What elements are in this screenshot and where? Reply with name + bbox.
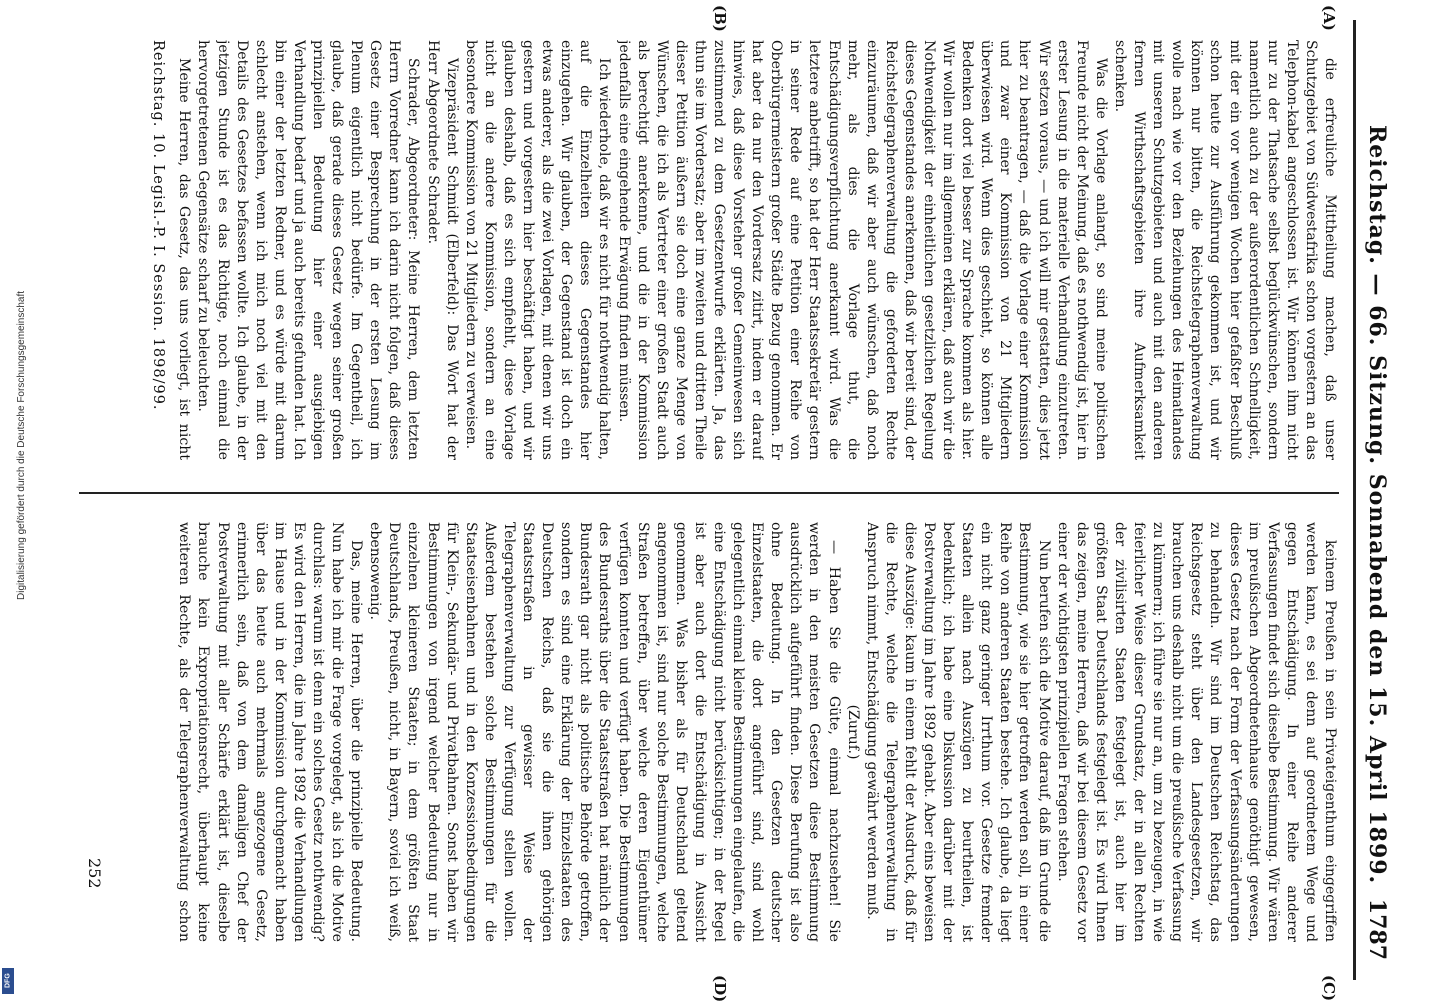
speaker-paragraph: Vizepräsident Schmidt (Elberfeld): Das Wort hat der Herr Abgeordnete Schrader.	[424, 40, 460, 460]
column-divider	[79, 492, 1339, 494]
signature-mark: 252	[85, 858, 104, 889]
paragraph: Das, meine Herren, über die prinzipielle Bedeutung. Nun habe ich mir die Frage vorgelegt, als ich die Motive durchlas: warum ist denn ein solches Gesetz nothwendig? Es wird den Herren, die im Jahre 1892 die Verhandlungen im Hause und in der Kommission durchgemacht haben über das heute auch mehrmals angezogene Gesetz, erinnerlich sein, daß von dem damaligen Chef der Postverwaltung mit aller Schärfe erklärt ist, dieselbe brauche kein Expropriationsrecht, überhaupt keine weiteren Rechte, als der Telegraphenverwaltung schon	[176, 522, 365, 942]
dfg-logo: DFG	[2, 968, 14, 994]
paragraph: Ich wiederhole, daß wir es nicht für nothwendig halten, auf die Einzelheiten dieses Gegenstandes hier einzugehen. Wir glauben, der Gegenstand ist doch ein etwas anderer, als die zwei Vorlagen, mit denen wir uns gestern und vorgestern hier beschäftigt haben, und wir glauben deshalb, daß es sich empfiehlt, diese Vorlage nicht an die andere Kommission, sondern an eine besondere Kommission von 21 Mitgliedern zu verweisen.	[462, 40, 613, 460]
margin-mark-d: (D)	[711, 975, 729, 1002]
page-number: 1787	[1364, 898, 1390, 960]
margin-mark-a: (A)	[1320, 5, 1338, 31]
running-head-title: Reichstag. — 66. Sitzung. Sonnabend den 15. April 1899.	[1364, 125, 1390, 885]
digitization-credit: Digitalisierung gefördert durch die Deutsche Forschungsgemeinschaft	[16, 290, 27, 600]
speaker-paragraph: Schrader, Abgeordneter: Meine Herren, dem letzten Herrn Vorredner kann ich darin nicht folgen, daß dieses Gesetz einer Besprechung in der ersten Lesung im Plenum eigentlich nicht bedürfe. Im Gegentheil, ich glaube, daß gerade dieses Gesetz wegen seiner großen prinzipiellen Bedeutung hier einer ausgiebigen Verhandlung bedarf und ja auch bereits gefunden hat. Ich bin einer der letzten Redner, und es würde mit darum schlecht anstehen, wenn ich mich noch viel mit den Details des Gesetzes befassen wollte. Ich glaube, in der jetzigen Stunde ist es das Richtige, noch einmal die hervorgetretenen Gegensätze scharf zu beleuchten.	[195, 40, 422, 460]
margin-mark-b: (B)	[711, 5, 729, 32]
footer-citation: Reichstag. 10. Legisl.-P. I. Session. 1898/99.	[150, 40, 166, 411]
paragraph: Meine Herren, das Gesetz, das uns vorliegt, ist nicht	[176, 58, 193, 460]
margin-mark-c: (C)	[1320, 975, 1338, 1002]
paragraph: keinem Preußen in sein Privateigenthum eingegriffen werden kann, es sei denn auf geordnetem Wege und gegen Entschädigung. In einer Reihe anderer Verfassungen findet sich dieselbe Bestimmung. Wir wären im preußischen Abgeordnetenhause genöthigt gewesen, dieses Gesetz nach der Form der Verfassungsänderungen zu behandeln. Wir sind im Deutschen Reichstag, das Reichsgesetz steht über den Landesgesetzen, wir brauchen uns deshalb nicht um die preußische Verfassung zu kümmern; ich führe sie nur an, um zu bezeugen, in wie feierlicher Weise dieser Grundsatz, der in allen Rechten der zivilisirten Staaten festgelegt ist, auch hier im größten Staat Deutschlands festgelegt ist. Es wird Ihnen das zeigen, meine Herren, daß wir bei diesem Gesetz vor einer der wichtigsten prinzipiellen Fragen stehen.	[1054, 522, 1338, 942]
paragraph: die erfreuliche Mittheilung machen, daß unser Schutzgebiet von Südwestafrika schon vorgestern an das Telephon-kabel angeschlossen ist. Wir können ihm nicht nur zu der Thatsache selbst beglückwünschen, sondern namentlich auch zu der außerordentlichen Schnelligkeit, mit der ein vor wenigen Wochen hier gefaßter Beschluß schon heute zur Ausführung gekommen ist, und wir können nur bitten, die Reichstelegraphenverwaltung wolle nach wie vor den Beziehungen des Heimatlandes mit unseren Schutzgebieten und auch mit den anderen fernen Wirthschaftsgebieten ihre Aufmerksamkeit schenken.	[1111, 40, 1338, 460]
left-column	[174, 40, 1339, 460]
paragraph: Was die Vorlage anlangt, so sind meine politischen Freunde nicht der Meinung, daß es nothwendig ist, hier in erster Lesung in die materielle Verhandlung einzutreten. Wir setzen voraus, — und ich will mir gestatten, dies jetzt hier zu beantragen, — daß die Vorlage einer Kommission und zwar einer Kommission von 21 Mitgliedern überwiesen wird. Wenn dies geschieht, so können alle Bedenken dort viel besser zur Sprache kommen als hier. Wir wollen nur im allgemeinen erklären, daß auch wir die Nothwendigkeit der einheitlichen gesetzlichen Regelung dieses Gegenstandes anerkennen, daß wir bereit sind, der Reichstelegraphenverwaltung die geforderten Rechte einzuräumen, daß wir aber auch wünschen, daß noch mehr, als dies die Vorlage thut, die Entschädigungsverpflichtung anerkannt wird. Was die letztere anbetrifft, so hat der Herr Staatssekretär gestern in seiner Rede auf eine Petition einer Reihe von Oberbürgermeistern großer Städte Bezug genommen. Er hat aber da nur den Vordersatz zitirt, indem er darauf hinwies, daß diese Vorsteher großer Gemeinwesen sich zustimmend zu dem Gesetzentwurfe erklärten. Ja, das thun sie im Vordersatz; aber im zweiten und dritten Theile dieser Petition äußern sie doch eine ganze Menge von Wünschen, die ich als Vertreter einer großen Stadt auch als berechtigt anerkenne, und die in der Kommission jedenfalls eine eingehende Erwägung finden müssen.	[615, 40, 1109, 460]
paragraph: — Haben Sie die Güte, einmal nachzusehen! Sie werden in den meisten Gesetzen diese Bestimmung ausdrücklich aufgeführt finden. Diese Berufung ist also ohne Bedeutung. In den Gesetzen deutscher Einzelstaaten, die dort angeführt sind, sind wohl gelegentlich einmal kleine Bestimmungen eingelaufen, die eine Entschädigung nicht berücksichtigen; in der Regel ist aber auch dort die Entschädigung in Aussicht genommen. Was bisher als für Deutschland geltend angenommen ist, sind nur solche Bestimmungen, welche Straßen betreffen, über welche deren Eigenthümer verfügen konnten und verfügt haben. Die Bestimmungen des Bundesraths über die Staatsstraßen hat nämlich der Bundesrath gar nicht als politische Behörde getroffen, sondern es sind eine Erklärung der Einzelstaaten des Deutschen Reichs, daß sie die ihnen gehörigen Staatsstraßen in gewisser Weise der Telegraphenverwaltung zur Verfügung stellen wollen. Außerdem bestehen solche Bestimmungen für die Staatseisenbahnen und in den Konzessionsbedingungen für Klein-, Sekundär- und Privatbahnen. Sonst haben wir Bestimmungen von irgend welcher Bedeutung nur in einzelnen kleineren Staaten; in dem größten Staat Deutschlands, Preußen, nicht, in Bayern, soviel ich weiß, ebensowenig.	[367, 522, 842, 942]
interjection: (Zuruf.)	[844, 704, 861, 760]
right-column	[174, 522, 1339, 942]
paragraph: Nun berufen sich die Motive darauf, daß im Grunde die Bestimmung, wie sie hier getroffen werden soll, in einer Reihe von anderen Staaten bestehe. Ich glaube, da liegt ein nicht ganz geringer Irrthum vor. Gesetze fremder Staaten allein nach Auszügen zu beurtheilen, ist bedenklich; ich habe eine Diskussion darüber mit der Postverwaltung im Jahre 1892 gehabt. Aber eins beweisen diese Auszüge: kaum in einem fehlt der Ausdruck, daß für die Rechte, welche die Telegraphenverwaltung in Anspruch nimmt, Entschädigung gewährt werden muß.	[863, 522, 1052, 942]
running-head	[1353, 20, 1394, 980]
